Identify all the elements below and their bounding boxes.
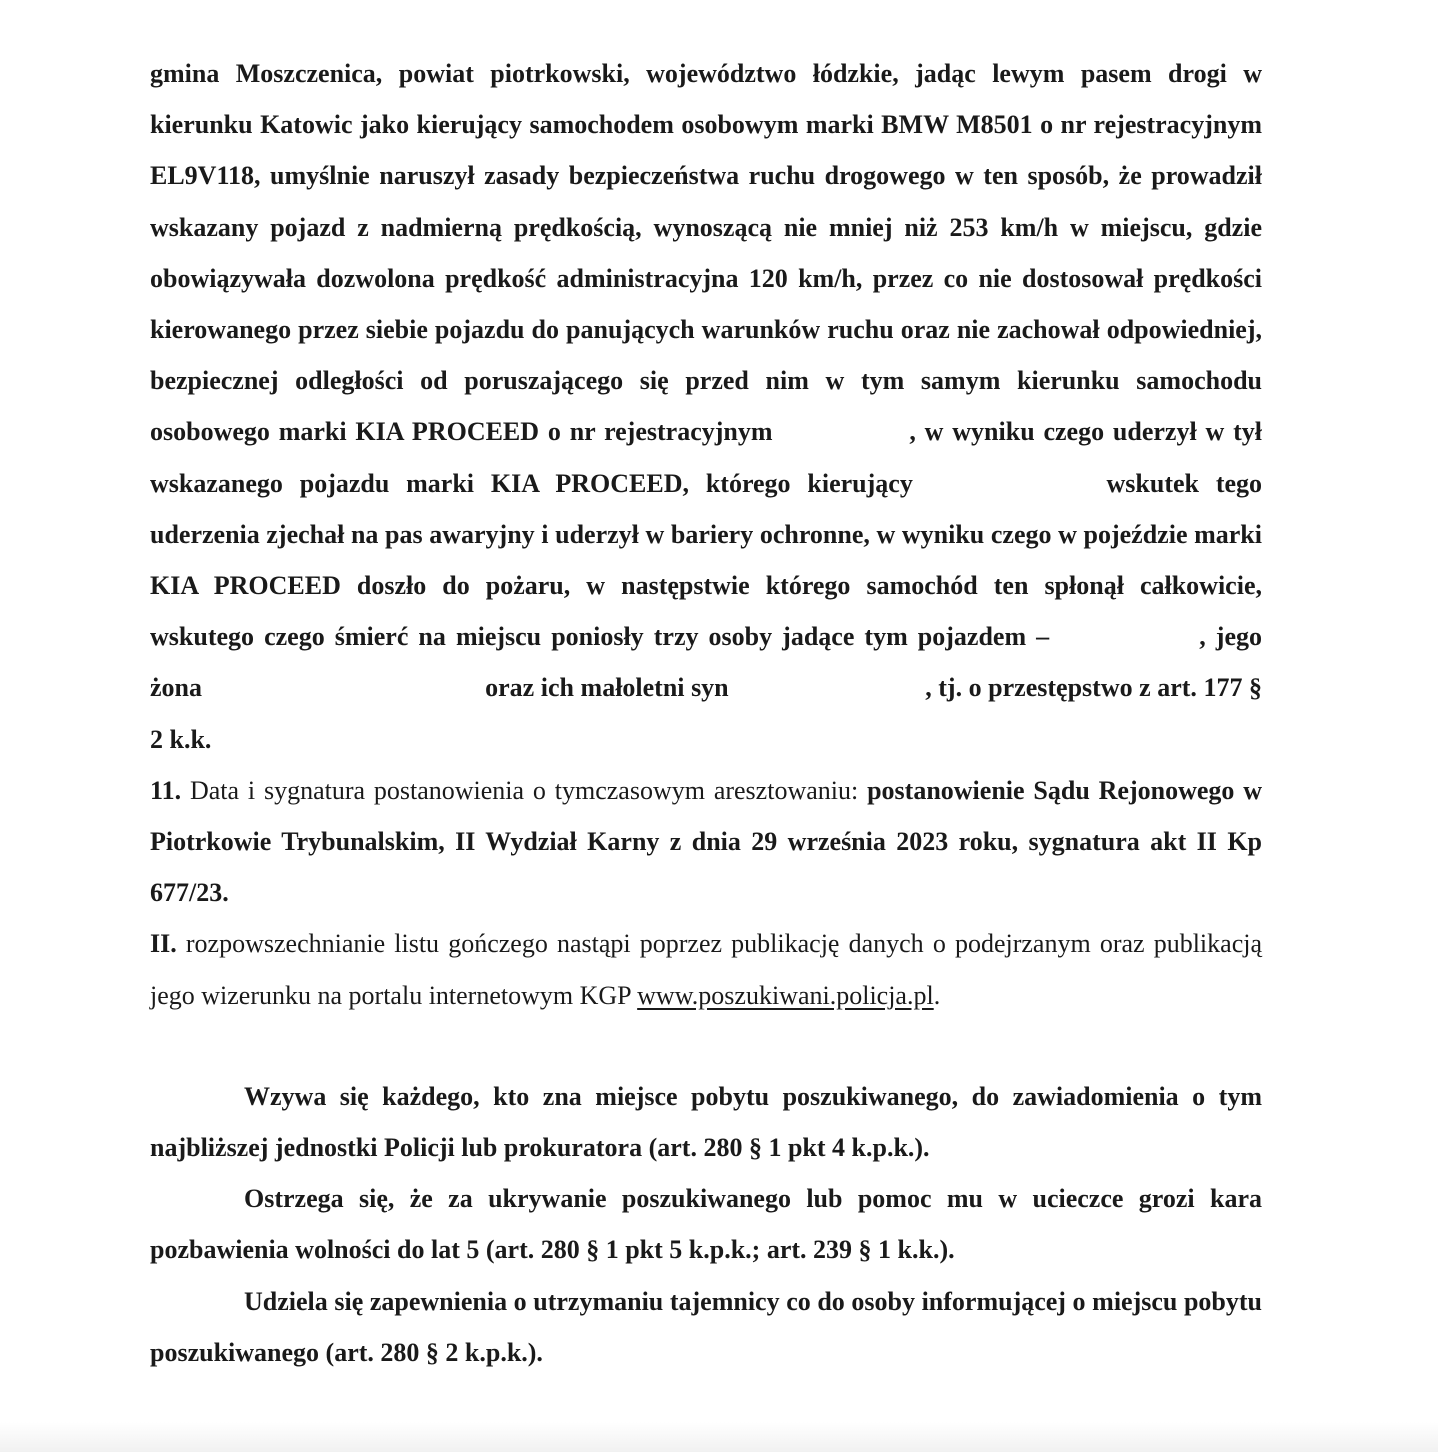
redaction-driver-name bbox=[930, 473, 1090, 499]
item-11 bbox=[150, 765, 1262, 919]
notice-warning: Ostrzega się, że za ukrywanie poszukiwanego lub pomoc mu w ucieczce grozi kara pozbawienia wolności do lat 5 (art. 280 § 1 pkt 5 k.p.k.; art. 239 § 1 k.k.). bbox=[150, 1184, 1262, 1265]
page-bottom-edge bbox=[0, 1422, 1438, 1452]
notice-confidentiality: Udziela się zapewnienia o utrzymaniu tajemnicy co do osoby informującej o miejscu pobytu poszukiwanego (art. 280 § 2 k.p.k.). bbox=[150, 1286, 1262, 1367]
item-II bbox=[150, 918, 1262, 1020]
item-II-number: II. bbox=[150, 929, 177, 959]
document-page bbox=[150, 48, 1262, 1378]
redaction-victim-2 bbox=[209, 677, 479, 703]
redaction-victim-1 bbox=[1059, 626, 1199, 652]
charge-paragraph bbox=[150, 48, 1262, 765]
item-11-label: Data i sygnatura postanowienia o tymczasowym aresztowaniu: bbox=[189, 775, 859, 805]
redaction-victim-3 bbox=[735, 677, 925, 703]
item-II-end: . bbox=[933, 980, 941, 1010]
charge-text-3: wskutek tego uderzenia zjechał na pas awaryjny i uderzył w bariery ochronne, w wyniku czego w pojeździe marki KIA PROCEED doszło do pożaru, w następstwie którego samochód ten spłonął całkowicie, wskutego czego śmierć na miejscu poniosły trzy osoby jadące tym pojazdem – bbox=[150, 468, 1263, 652]
charge-text-2: , w wyniku czego uderzył w tył wskazanego pojazdu marki KIA PROCEED, którego kierujący bbox=[150, 417, 1262, 498]
spacer bbox=[150, 1021, 1262, 1071]
charge-text-6: , tj. o przestępstwo z art. 177 § 2 k.k. bbox=[150, 673, 1263, 754]
item-11-value: postanowienie Sądu Rejonowego w Piotrkowie Trybunalskim, II Wydział Karny z dnia 29 września 2023 roku, sygnatura akt II Kp 677/23. bbox=[150, 775, 1263, 908]
item-11-number: 11. bbox=[150, 775, 182, 805]
charge-text-1: gmina Moszczenica, powiat piotrkowski, województwo łódzkie, jadąc lewym pasem drogi w kierunku Katowic jako kierujący samochodem osobowym marki BMW M8501 o nr rejestracyjnym EL9V118, umyślnie naruszył zasady bezpieczeństwa ruchu drogowego w ten sposób, że prowadził wskazany pojazd z nadmierną prędkością, wynoszącą nie mniej niż 253 km/h w miejscu, gdzie obowiązywała dozwolona prędkość administracyjna 120 km/h, przez co nie dostosował prędkości kierowanego przez siebie pojazdu do panujących warunków ruchu oraz nie zachował odpowiedniej, bezpiecznej odległości od poruszającego się przed nim w tym samym kierunku samochodu osobowego marki KIA PROCEED o nr rejestracyjnym bbox=[150, 59, 1262, 447]
portal-link[interactable]: www.poszukiwani.policja.pl bbox=[637, 980, 934, 1010]
charge-text-4: , jego żona bbox=[150, 622, 1263, 703]
item-II-text: rozpowszechnianie listu gończego nastąpi poprzez publikację danych o podejrzanym oraz publikacją jego wizerunku na portalu internetowym KGP bbox=[150, 929, 1262, 1010]
redaction-plate-number bbox=[781, 421, 909, 447]
notice-summon: Wzywa się każdego, kto zna miejsce pobytu poszukiwanego, do zawiadomienia o tym najbliższej jednostki Policji lub prokuratora (art. 280 § 1 pkt 4 k.p.k.). bbox=[150, 1081, 1262, 1163]
charge-text-5: oraz ich małoletni syn bbox=[485, 673, 729, 703]
